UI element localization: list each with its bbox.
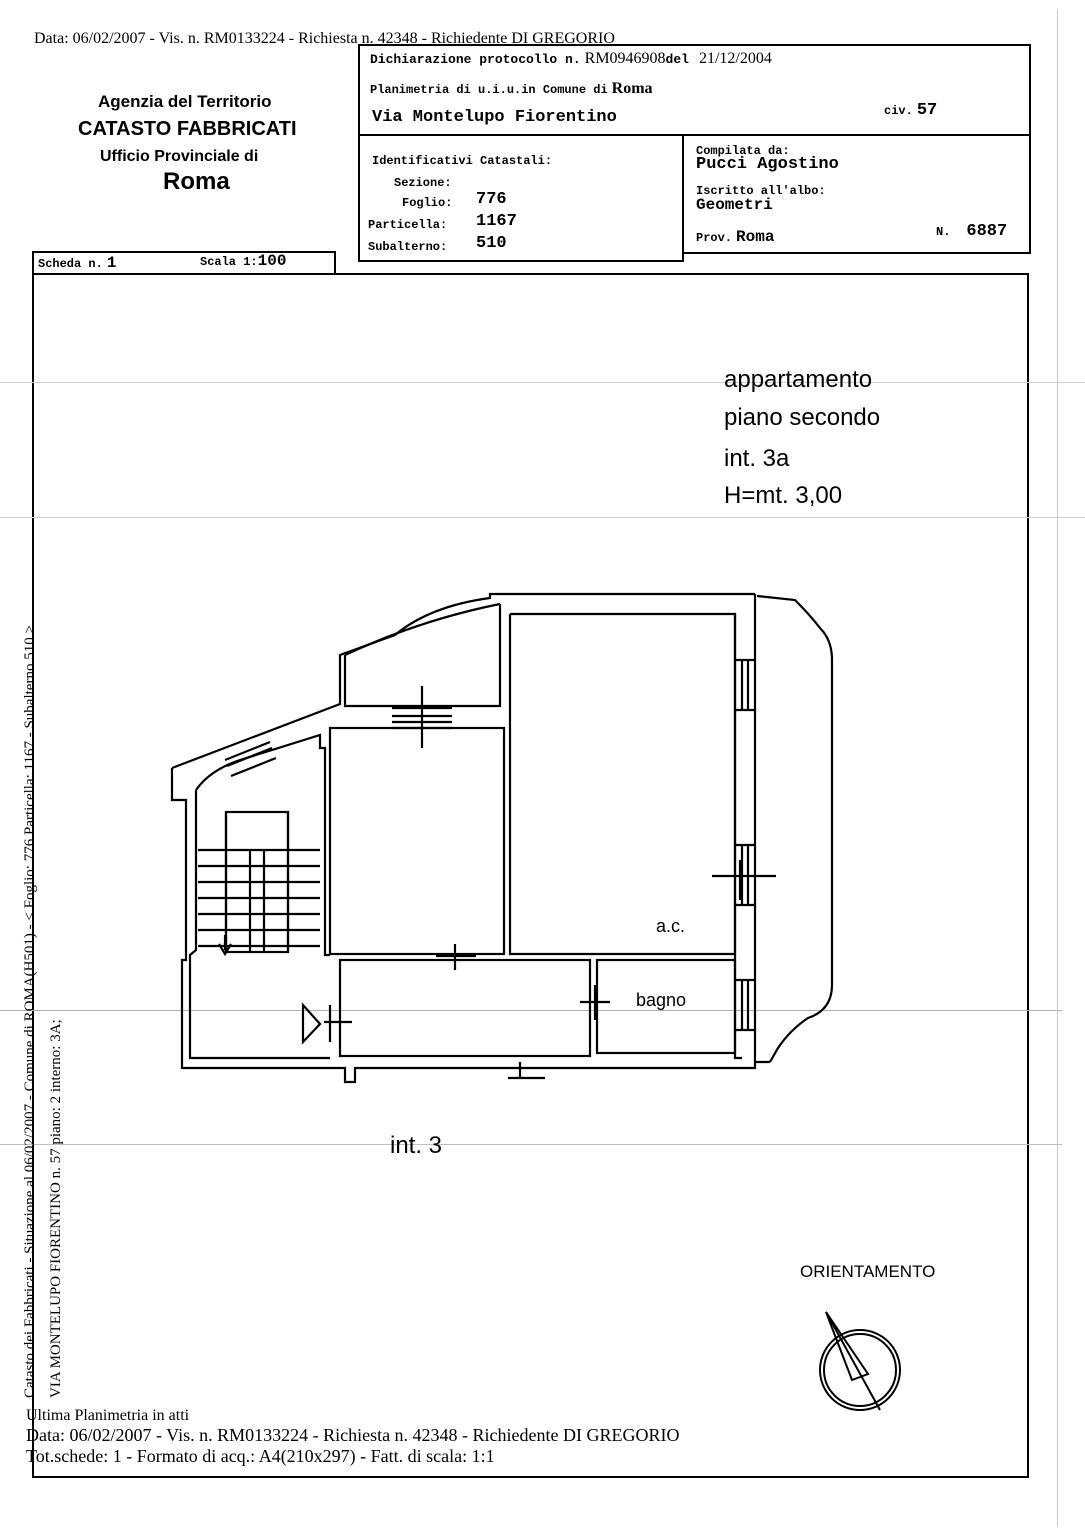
agency-city: Roma	[163, 168, 230, 195]
footer-last-plan: Ultima Planimetria in atti	[26, 1407, 190, 1424]
albo-value: Geometri	[696, 196, 773, 214]
agency-name: Agenzia del Territorio	[98, 92, 272, 111]
room-label-bagno: bagno	[636, 990, 687, 1010]
side-text-situation: Catasto dei Fabbricati - Situazione al 06/02/2007 - Comune di ROMA(H501) - < Foglio: 776 Particella: 1167 - Subalterno 510 >	[22, 625, 38, 1398]
orientation-label: ORIENTAMENTO	[800, 1262, 936, 1281]
description-type: appartamento	[724, 366, 873, 393]
foglio-value: 776	[476, 190, 507, 209]
north-arrow-icon	[810, 1300, 920, 1420]
compiler-label: Compilata da:	[696, 144, 790, 158]
foglio-label: Foglio:	[402, 196, 453, 210]
particella-value: 1167	[476, 212, 517, 231]
declaration-line: Dichiarazione protocollo n. RM0946908del 21/12/2004	[370, 50, 772, 67]
particella-label: Particella:	[368, 218, 448, 232]
subalterno-label: Subalterno:	[368, 240, 448, 254]
registration-number: N. 6887	[936, 222, 1008, 241]
subalterno-value: 510	[476, 234, 507, 253]
sezione-label: Sezione:	[394, 176, 452, 190]
description-height: H=mt. 3,00	[724, 482, 843, 509]
side-text-address: VIA MONTELUPO FIORENTINO n. 57 piano: 2 interno: 3A;	[48, 1019, 64, 1398]
room-label-ac: a.c.	[656, 916, 686, 936]
civic-number: civ. 57	[884, 101, 938, 120]
albo-label: Iscritto all'albo:	[696, 184, 826, 198]
top-request-line: Data: 06/02/2007 - Vis. n. RM0133224 - Richiesta n. 42348 - Richiedente DI GREGORIO	[34, 30, 615, 47]
description-floor: piano secondo	[724, 404, 881, 431]
interior-label: int. 3	[390, 1132, 443, 1159]
compiler-name: Pucci Agostino	[696, 155, 839, 174]
identifiers-title: Identificativi Catastali:	[372, 154, 553, 168]
province: Prov. Roma	[696, 228, 775, 246]
street-address: Via Montelupo Fiorentino	[372, 108, 617, 127]
footer-format-line: Tot.schede: 1 - Formato di acq.: A4(210x297) - Fatt. di scala: 1:1	[26, 1446, 495, 1466]
planimetria-line: Planimetria di u.i.u.in Comune di Roma	[370, 80, 653, 97]
agency-title: CATASTO FABBRICATI	[78, 118, 297, 140]
footer-request-line: Data: 06/02/2007 - Vis. n. RM0133224 - Richiesta n. 42348 - Richiedente DI GREGORIO	[26, 1425, 680, 1445]
description-interior: int. 3a	[724, 445, 790, 472]
agency-office: Ufficio Provinciale di	[100, 148, 259, 165]
scheda-number: Scheda n. 1	[38, 254, 117, 272]
scale: Scala 1:100	[200, 252, 287, 270]
